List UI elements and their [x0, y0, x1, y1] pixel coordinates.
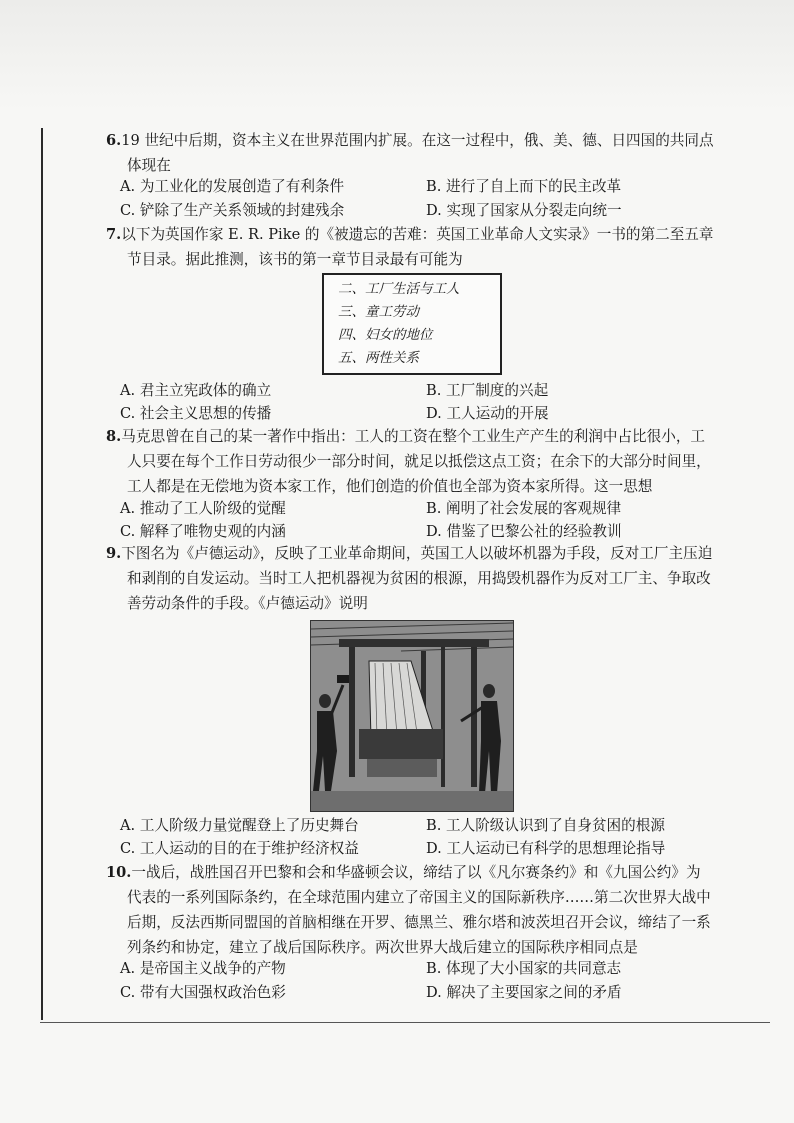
toc-line: 五、两性关系: [338, 350, 419, 366]
chapter-toc-box: [322, 273, 502, 375]
option-c: C. 解释了唯物史观的内涵: [120, 523, 286, 540]
toc-line: 三、童工劳动: [338, 304, 419, 320]
luddite-illustration: [310, 620, 514, 812]
option-c: C. 铲除了生产关系领域的封建残余: [120, 202, 345, 219]
option-b: B. 进行了自上而下的民主改革: [426, 178, 622, 195]
option-c: C. 社会主义思想的传播: [120, 405, 272, 422]
question-number: 6.: [106, 132, 122, 149]
left-worker-head: [319, 694, 331, 708]
loom-base: [359, 729, 443, 759]
question-9-stem: [106, 541, 715, 616]
option-d: D. 工人运动已有科学的思想理论指导: [426, 840, 666, 857]
option-b: B. 阐明了社会发展的客观规律: [426, 500, 622, 517]
question-8-stem: [106, 424, 715, 499]
option-c: C. 带有大国强权政治色彩: [120, 984, 286, 1001]
question-text: 19 世纪中后期，资本主义在世界范围内扩展。在这一过程中，俄、美、德、日四国的共同点体现在: [121, 132, 714, 174]
question-number: 7.: [106, 226, 122, 243]
option-a: A. 工人阶级力量觉醒登上了历史舞台: [120, 817, 359, 834]
question-number: 8.: [106, 428, 122, 445]
option-b: B. 工人阶级认识到了自身贫困的根源: [426, 817, 665, 834]
question-text: 一战后，战胜国召开巴黎和会和华盛顿会议，缔结了以《凡尔赛条约》和《九国公约》为代表的一系列国际条约，在全球范围内建立了帝国主义的国际新秩序……第二次世界大战中后期，反法西斯同盟国的首脑相继在开罗、德黑兰、雅尔塔和波茨坦召开会议，缔结了一系列条约和协定，建立了战后国际秩序。两次世界大战后建立的国际秩序相同点是: [127, 864, 711, 956]
binding-margin-line: [41, 128, 43, 1020]
option-b: B. 工厂制度的兴起: [426, 382, 549, 399]
toc-line: 二、工厂生活与工人: [338, 281, 460, 297]
page-bottom-line: [40, 1022, 770, 1023]
option-d: D. 解决了主要国家之间的矛盾: [426, 984, 622, 1001]
question-number: 10.: [106, 864, 132, 881]
option-a: A. 君主立宪政体的确立: [120, 382, 272, 399]
loom-lower-frame: [367, 759, 437, 777]
hammer-head: [337, 675, 349, 683]
question-6-stem: [106, 128, 715, 178]
option-d: D. 借鉴了巴黎公社的经验教训: [426, 523, 622, 540]
option-d: D. 工人运动的开展: [426, 405, 549, 422]
floor: [311, 791, 513, 811]
option-a: A. 是帝国主义战争的产物: [120, 960, 286, 977]
option-b: B. 体现了大小国家的共同意志: [426, 960, 622, 977]
option-d: D. 实现了国家从分裂走向统一: [426, 202, 622, 219]
question-number: 9.: [106, 545, 122, 562]
question-10-stem: [106, 860, 715, 960]
option-a: A. 推动了工人阶级的觉醒: [120, 500, 286, 517]
toc-line: 四、妇女的地位: [338, 327, 433, 343]
question-text: 下图名为《卢德运动》，反映了工业革命期间，英国工人以破坏机器为手段，反对工厂主压迫和剥削的自发运动。当时工人把机器视为贫困的根源，用捣毁机器作为反对工厂主、争取改善劳动条件的手段。《卢德运动》说明: [121, 545, 713, 612]
question-text: 以下为英国作家 E. R. Pike 的《被遗忘的苦难：英国工业革命人文实录》一书的第二至五章节目录。据此推测，该书的第一章节目录最有可能为: [121, 226, 714, 268]
question-text: 马克思曾在自己的某一著作中指出：工人的工资在整个工业生产产生的利润中占比很小，工人只要在每个工作日劳动很少一部分时间，就足以抵偿这点工资；在余下的大部分时间里，工人都是在无偿地为资本家工作，他们创造的价值也全部为资本家所得。这一思想: [121, 428, 711, 495]
right-worker-head: [483, 684, 495, 698]
question-7-stem: [106, 222, 715, 272]
loom-top-beam: [339, 639, 489, 647]
option-a: A. 为工业化的发展创造了有利条件: [120, 178, 345, 195]
option-c: C. 工人运动的目的在于维护经济权益: [120, 840, 359, 857]
